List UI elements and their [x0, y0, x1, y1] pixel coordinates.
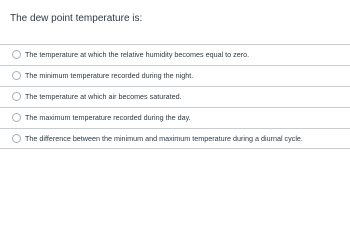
- question-text: The dew point temperature is:: [10, 13, 143, 24]
- answer-label: The minimum temperature recorded during the night.: [25, 71, 194, 80]
- answer-label: The temperature at which air becomes saturated.: [25, 92, 182, 101]
- answer-option[interactable]: [0, 86, 350, 107]
- answer-option[interactable]: [0, 65, 350, 86]
- answer-list: [0, 44, 350, 149]
- answer-option[interactable]: [0, 128, 350, 149]
- radio-button[interactable]: [12, 134, 21, 143]
- radio-button[interactable]: [12, 71, 21, 80]
- answer-option[interactable]: [0, 107, 350, 128]
- radio-button[interactable]: [12, 92, 21, 101]
- answer-label: The difference between the minimum and maximum temperature during a diurnal cycle.: [25, 134, 303, 143]
- answer-label: The maximum temperature recorded during the day.: [25, 113, 191, 122]
- answer-option[interactable]: [0, 44, 350, 65]
- radio-button[interactable]: [12, 50, 21, 59]
- radio-button[interactable]: [12, 113, 21, 122]
- answer-label: The temperature at which the relative humidity becomes equal to zero.: [25, 50, 250, 59]
